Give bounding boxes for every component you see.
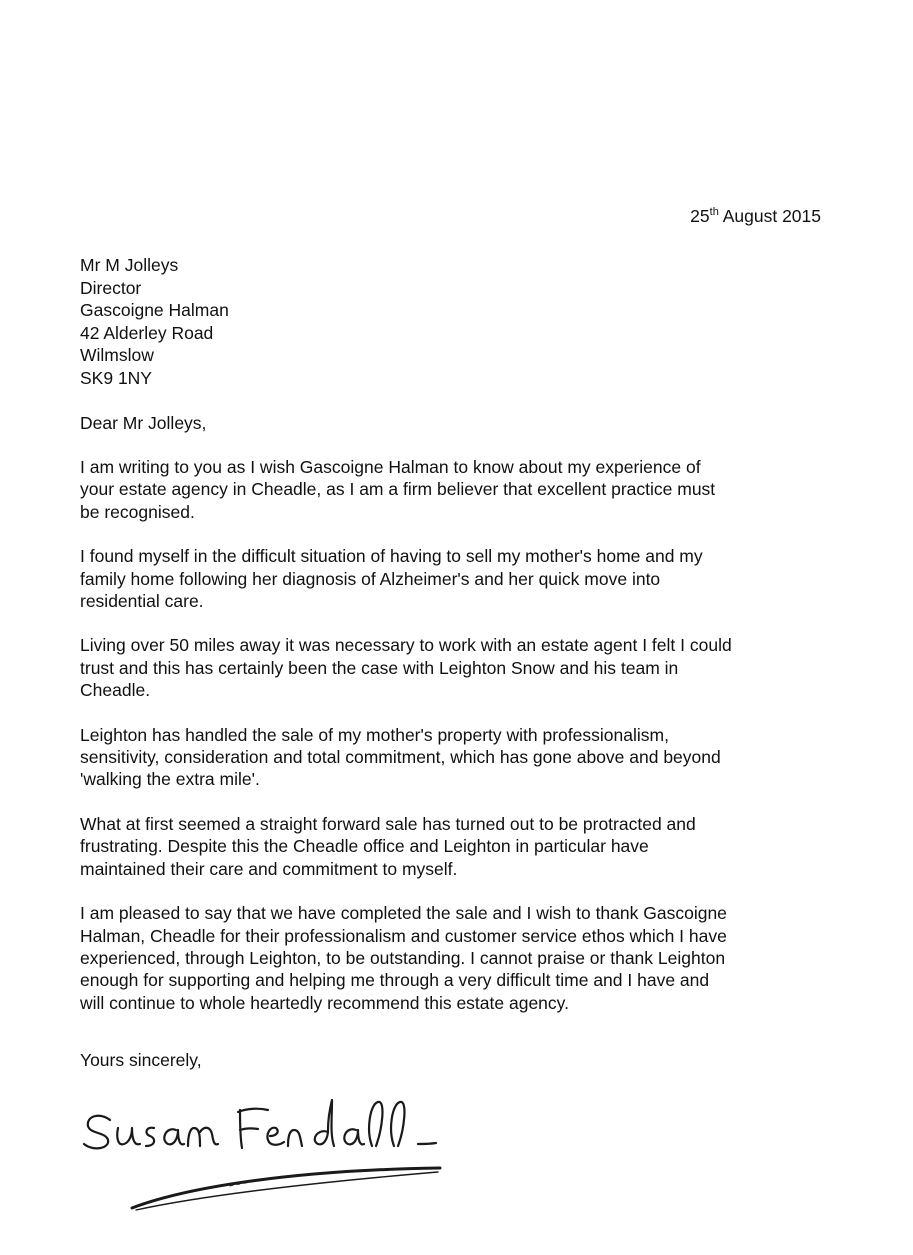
- paragraph-line: 'walking the extra mile'.: [80, 769, 260, 790]
- recipient-name: Mr M Jolleys: [80, 255, 179, 275]
- handwritten-signature: [80, 1090, 450, 1225]
- paragraph: [80, 545, 825, 612]
- paragraph-line: sensitivity, consideration and total commitment, which has gone above and beyond: [80, 747, 721, 768]
- recipient-street: 42 Alderley Road: [80, 322, 214, 343]
- paragraph-line: frustrating. Despite this the Cheadle office and Leighton in particular have: [80, 836, 649, 857]
- paragraph-line: be recognised.: [80, 501, 195, 522]
- paragraph-line: I found myself in the difficult situation of having to sell my mother's home and my: [80, 546, 703, 567]
- paragraph-line: your estate agency in Cheadle, as I am a firm believer that excellent practice must: [80, 479, 716, 500]
- recipient-company: Gascoigne Halman: [80, 300, 229, 320]
- date-month-year: August 2015: [718, 206, 821, 226]
- recipient-postcode: SK9 1NY: [80, 367, 152, 388]
- date-ordinal: th: [709, 206, 719, 218]
- paragraph-line: will continue to whole heartedly recommend this estate agency.: [80, 992, 569, 1013]
- letter-body: [80, 456, 825, 1036]
- letter-date: [690, 205, 821, 227]
- paragraph: [80, 724, 825, 791]
- paragraph-line: Halman, Cheadle for their professionalism and customer service ethos which I have: [80, 925, 727, 946]
- paragraph-line: I am writing to you as I wish Gascoigne Halman to know about my experience of: [80, 457, 701, 477]
- paragraph-line: enough for supporting and helping me through a very difficult time and I have and: [80, 970, 710, 991]
- paragraph-line: family home following her diagnosis of Alzheimer's and her quick move into: [80, 568, 661, 589]
- recipient-address: [80, 254, 229, 389]
- paragraph: [80, 634, 825, 701]
- paragraph-line: Leighton has handled the sale of my mother's property with professionalism,: [80, 724, 669, 745]
- paragraph: [80, 813, 825, 880]
- paragraph-line: maintained their care and commitment to myself.: [80, 858, 458, 879]
- closing: Yours sincerely,: [80, 1050, 202, 1070]
- salutation: Dear Mr Jolleys,: [80, 413, 207, 433]
- paragraph-line: trust and this has certainly been the case with Leighton Snow and his team in: [80, 657, 679, 678]
- date-day: 25: [690, 206, 710, 226]
- paragraph-line: I am pleased to say that we have completed the sale and I wish to thank Gascoigne: [80, 903, 727, 924]
- recipient-town: Wilmslow: [80, 345, 154, 365]
- paragraph: [80, 456, 825, 523]
- paragraph-line: Living over 50 miles away it was necessary to work with an estate agent I felt I could: [80, 635, 732, 656]
- paragraph-line: experienced, through Leighton, to be outstanding. I cannot praise or thank Leighton: [80, 947, 726, 968]
- paragraph-line: residential care.: [80, 591, 204, 612]
- paragraph-line: Cheadle.: [80, 680, 151, 701]
- paragraph: [80, 902, 825, 1014]
- paragraph-line: What at first seemed a straight forward sale has turned out to be protracted and: [80, 813, 696, 834]
- recipient-title: Director: [80, 277, 142, 298]
